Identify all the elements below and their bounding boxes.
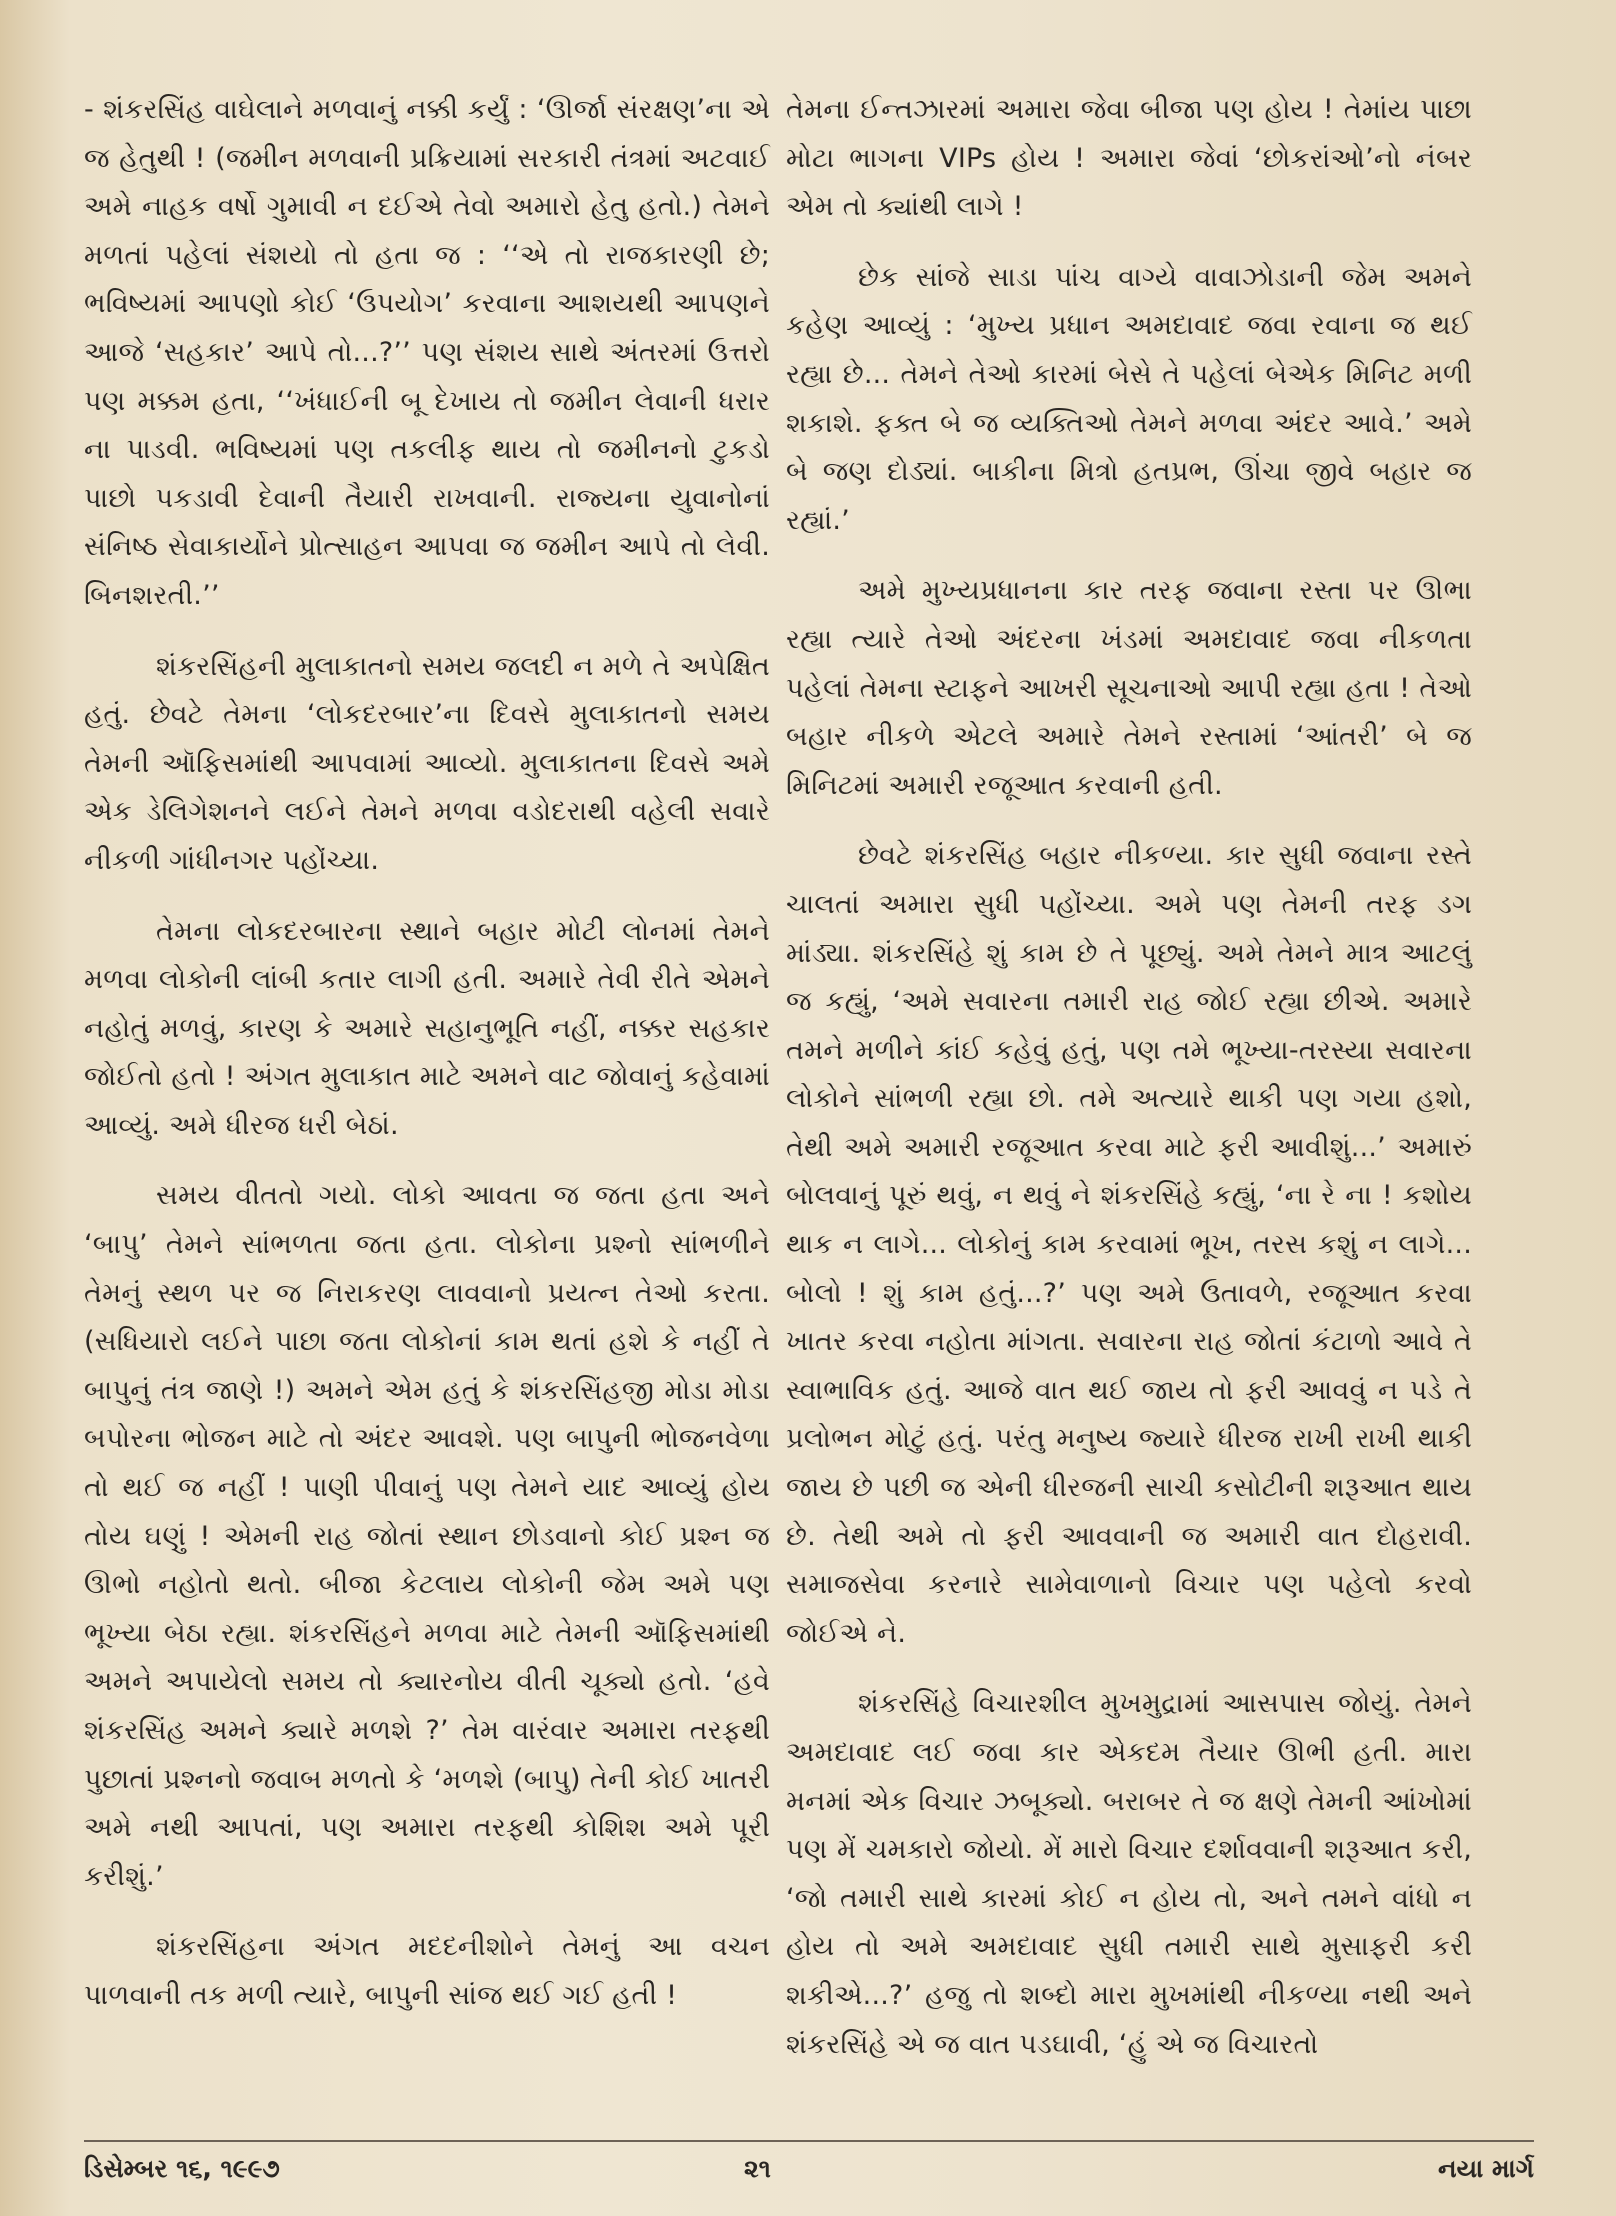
- left-paragraph-3: તેમના લોકદરબારના સ્થાને બહાર મોટી લોનમાં તેમને મળવા લોકોની લાંબી કતાર લાગી હતી. અમારે તેવી રીતે એમને નહોતું મળવું, કારણ કે અમારે સહાનુભૂતિ નહીં, નક્કર સહકાર જોઈતો હતો ! અંગત મુલાકાત માટે અમને વાટ જોવાનું કહેવામાં આવ્યું. અમે ધીરજ ધરી બેઠાં.: [84, 915, 770, 1141]
- page-footer: [84, 2154, 1534, 2194]
- footer-page-number: ૨૧: [744, 2154, 771, 2183]
- footer-date: ડિસેમ્બર ૧૬, ૧૯૯૭: [84, 2154, 280, 2183]
- left-paragraph-2: શંકરસિંહની મુલાકાતનો સમય જલદી ન મળે તે અપેક્ષિત હતું. છેવટે તેમના ‘લોકદરબાર’ના દિવસે મુલાકાતનો સમય તેમની ઑફિસમાંથી આપવામાં આવ્યો. મુલાકાતના દિવસે અમે એક ડેલિગેશનને લઈને તેમને મળવા વડોદરાથી વહેલી સવારે નીકળી ગાંધીનગર પહોંચ્યા.: [84, 650, 770, 876]
- left-paragraph-5: શંકરસિંહના અંગત મદદનીશોને તેમનું આ વચન પાળવાની તક મળી ત્યારે, બાપુની સાંજ થઈ ગઈ હતી !: [84, 1931, 770, 2011]
- footer-rule: [84, 2140, 1534, 2142]
- right-column: [786, 86, 1472, 2091]
- right-paragraph-4: છેવટે શંકરસિંહ બહાર નીકળ્યા. કાર સુધી જવાના રસ્તે ચાલતાં અમારા સુધી પહોંચ્યા. અમે પણ તેમની તરફ ડગ માંડ્યા. શંકરસિંહે શું કામ છે તે પૂછ્યું. અમે તેમને માત્ર આટલું જ કહ્યું, ‘અમે સવારના તમારી રાહ જોઈ રહ્યા છીએ. અમારે તમને મળીને કાંઈ કહેવું હતું, પણ તમે ભૂખ્યા-તરસ્યા સવારના લોકોને સાંભળી રહ્યા છો. તમે અત્યારે થાકી પણ ગયા હશો, તેથી અમે અમારી રજૂઆત કરવા માટે ફરી આવીશું...’ અમારું બોલવાનું પૂરું થવું, ન થવું ને શંકરસિંહે કહ્યું, ‘ના રે ના ! કશોય થાક ન લાગે... લોકોનું કામ કરવામાં ભૂખ, તરસ કશું ન લાગે... બોલો ! શું કામ હતું...?’ પણ અમે ઉતાવળે, રજૂઆત કરવા ખાતર કરવા નહોતા માંગતા. સવારના રાહ જોતાં કંટાળો આવે તે સ્વાભાવિક હતું. આજે વાત થઈ જાય તો ફરી આવવું ન પડે તે પ્રલોભન મોટું હતું. પરંતુ મનુષ્ય જ્યારે ધીરજ રાખી રાખી થાકી જાય છે પછી જ એની ધીરજની સાચી કસોટીની શરૂઆત થાય છે. તેથી અમે તો ફરી આવવાની જ અમારી વાત દોહરાવી. સમાજસેવા કરનારે સામેવાળાનો વિચાર પણ પહેલો કરવો જોઈએ ને.: [786, 840, 1472, 1649]
- left-column: [84, 86, 770, 2043]
- right-paragraph-3: અમે મુખ્યપ્રધાનના કાર તરફ જવાના રસ્તા પર ઊભા રહ્યા ત્યારે તેઓ અંદરના ખંડમાં અમદાવાદ જવા નીકળતા પહેલાં તેમના સ્ટાફને આખરી સૂચનાઓ આપી રહ્યા હતા ! તેઓ બહાર નીકળે એટલે અમારે તેમને રસ્તામાં ‘આંતરી’ બે જ મિનિટમાં અમારી રજૂઆત કરવાની હતી.: [786, 575, 1472, 801]
- right-paragraph-1: તેમના ઈન્તઝારમાં અમારા જેવા બીજા પણ હોય ! તેમાંય પાછા મોટા ભાગના VIPs હોય ! અમારા જેવાં ‘છોકરાંઓ’નો નંબર એમ તો ક્યાંથી લાગે !: [786, 94, 1472, 223]
- footer-publication: નયા માર્ગ: [1438, 2154, 1534, 2183]
- left-paragraph-4: સમય વીતતો ગયો. લોકો આવતા જ જતા હતા અને ‘બાપુ’ તેમને સાંભળતા જતા હતા. લોકોના પ્રશ્નો સાંભળીને તેમનું સ્થળ પર જ નિરાકરણ લાવવાનો પ્રયત્ન તેઓ કરતા. (સધિયારો લઈને પાછા જતા લોકોનાં કામ થતાં હશે કે નહીં તે બાપુનું તંત્ર જાણે !) અમને એમ હતું કે શંકરસિંહજી મોડા મોડા બપોરના ભોજન માટે તો અંદર આવશે. પણ બાપુની ભોજનવેળા તો થઈ જ નહીં ! પાણી પીવાનું પણ તેમને યાદ આવ્યું હોય તોય ઘણું ! એમની રાહ જોતાં સ્થાન છોડવાનો કોઈ પ્રશ્ન જ ઊભો નહોતો થતો. બીજા કેટલાય લોકોની જેમ અમે પણ ભૂખ્યા બેઠા રહ્યા. શંકરસિંહને મળવા માટે તેમની ઑફિસમાંથી અમને અપાયેલો સમય તો ક્યારનોય વીતી ચૂક્યો હતો. ‘હવે શંકરસિંહ અમને ક્યારે મળશે ?’ તેમ વારંવાર અમારા તરફથી પુછાતાં પ્રશ્નનો જવાબ મળતો કે ‘મળશે (બાપુ) તેની કોઈ ખાતરી અમે નથી આપતાં, પણ અમારા તરફથી કોશિશ અમે પૂરી કરીશું.’: [84, 1180, 770, 1892]
- right-paragraph-5: શંકરસિંહે વિચારશીલ મુખમુદ્રામાં આસપાસ જોયું. તેમને અમદાવાદ લઈ જવા કાર એકદમ તૈયાર ઊભી હતી. મારા મનમાં એક વિચાર ઝબૂક્યો. બરાબર તે જ ક્ષણે તેમની આંખોમાં પણ મેં ચમકારો જોયો. મેં મારો વિચાર દર્શાવવાની શરૂઆત કરી, ‘જો તમારી સાથે કારમાં કોઈ ન હોય તો, અને તમને વાંધો ન હોય તો અમે અમદાવાદ સુધી તમારી સાથે મુસાફરી કરી શકીએ...?’ હજુ તો શબ્દો મારા મુખમાંથી નીકળ્યા નથી અને શંકરસિંહે એ જ વાત પડઘાવી, ‘હું એ જ વિચારતો: [786, 1688, 1472, 2060]
- left-paragraph-1: - શંકરસિંહ વાઘેલાને મળવાનું નક્કી કર્યું : ‘ઊર્જા સંરક્ષણ’ના એ જ હેતુથી ! (જમીન મળવાની પ્રક્રિયામાં સરકારી તંત્રમાં અટવાઈ અમે નાહક વર્ષો ગુમાવી ન દઈએ તેવો અમારો હેતુ હતો.) તેમને મળતાં પહેલાં સંશયો તો હતા જ : ‘‘એ તો રાજકારણી છે; ભવિષ્યમાં આપણો કોઈ ‘ઉપયોગ’ કરવાના આશયથી આપણને આજે ‘સહકાર’ આપે તો...?’’ પણ સંશય સાથે અંતરમાં ઉત્તરો પણ મક્કમ હતા, ‘‘ખંધાઈની બૂ દેખાય તો જમીન લેવાની ધરાર ના પાડવી. ભવિષ્યમાં પણ તકલીફ થાય તો જમીનનો ટુકડો પાછો પકડાવી દેવાની તૈયારી રાખવાની. રાજ્યના યુવાનોનાં સંનિષ્ઠ સેવાકાર્યોને પ્રોત્સાહન આપવા જ જમીન આપે તો લેવી. બિનશરતી.’’: [84, 94, 770, 611]
- right-paragraph-2: છેક સાંજે સાડા પાંચ વાગ્યે વાવાઝોડાની જેમ અમને કહેણ આવ્યું : ‘મુખ્ય પ્રધાન અમદાવાદ જવા રવાના જ થઈ રહ્યા છે... તેમને તેઓ કારમાં બેસે તે પહેલાં બેએક મિનિટ મળી શકાશે. ફક્ત બે જ વ્યક્તિઓ તેમને મળવા અંદર આવે.’ અમે બે જણ દોડ્યાં. બાકીના મિત્રો હતપ્રભ, ઊંચા જીવે બહાર જ રહ્યાં.’: [786, 261, 1472, 536]
